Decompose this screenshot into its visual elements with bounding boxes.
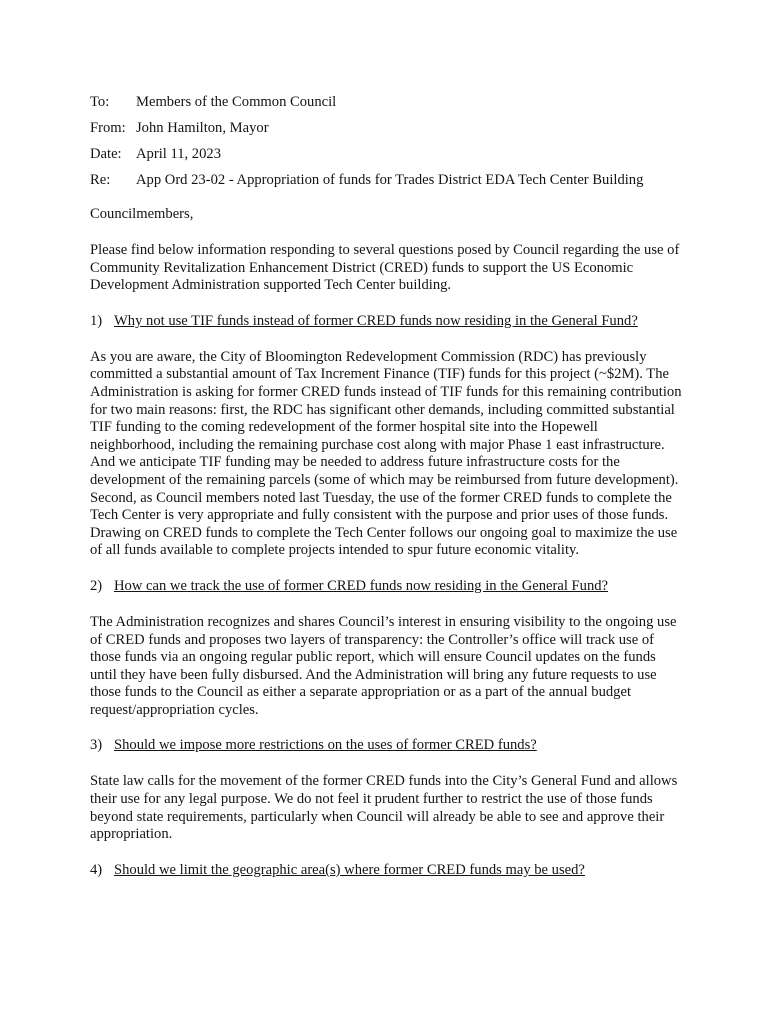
from-label: From: (90, 120, 126, 136)
memo-re-row (90, 170, 690, 196)
from-value: John Hamilton, Mayor (136, 120, 269, 136)
question-text: Should we limit the geographic area(s) where former CRED funds may be used? (114, 861, 585, 878)
re-label: Re: (90, 172, 111, 188)
question-2 (90, 576, 690, 596)
question-1 (90, 311, 690, 331)
question-number: 2) (90, 577, 103, 594)
answer-3: State law calls for the movement of the former CRED funds into the City’s General Fund and allows their use for any legal purpose. We do not feel it prudent further to restrict the use of those funds beyond state requirements, particularly when Council will already be able to see and approve their appropriation. (90, 773, 678, 843)
answer-2: The Administration recognizes and shares Council’s interest in ensuring visibility to the ongoing use of CRED funds and proposes two layers of transparency: the Controller’s office will track use of those funds via an ongoing regular public report, which will ensure Council updates on the funds until they have been fully disbursed. And the Administration will bring any future requests to use those funds to the Council as either a separate appropriation or as a part of the annual budget request/appropriation cycles. (90, 613, 677, 718)
question-text: How can we track the use of former CRED funds now residing in the General Fund? (114, 577, 609, 594)
question-number: 4) (90, 861, 103, 878)
question-3 (90, 735, 690, 755)
question-number: 1) (90, 312, 103, 329)
date-label: Date: (90, 146, 122, 162)
re-value: App Ord 23-02 - Appropriation of funds for Trades District EDA Tech Center Building (136, 172, 644, 188)
question-text: Should we impose more restrictions on the uses of former CRED funds? (114, 737, 537, 754)
date-value: April 11, 2023 (136, 146, 221, 162)
question-number: 3) (90, 737, 103, 754)
question-4 (90, 860, 690, 880)
intro-paragraph: Please find below information responding to several questions posed by Council regarding the use of Community Revitalization Enhancement District (CRED) funds to support the US Economic Development Administration supported Tech Center building. (90, 242, 680, 294)
question-text: Why not use TIF funds instead of former CRED funds now residing in the General Fund? (114, 312, 638, 329)
memo-to-row (90, 92, 690, 118)
answer-1: As you are aware, the City of Bloomington Redevelopment Commission (RDC) has previously committed a substantial amount of Tax Increment Finance (TIF) funds for this project (~$2M). The Administration is asking for former CRED funds instead of TIF funds for this remaining contribution for two main reasons: first, the RDC has significant other demands, including committed substantial TIF funding to the coming redevelopment of the former hospital site into the Hopewell neighborhood, including the remaining purchase cost along with major Phase 1 east infrastructure. And we anticipate TIF funding may be needed to address future infrastructure costs for the development of the remaining parcels (some of which may be reimbursed from future development). Second, as Council members noted last Tuesday, the use of the former CRED funds to complete the Tech Center is very appropriate and fully consistent with the purpose and prior uses of those funds. Drawing on CRED funds to complete the Tech Center follows our ongoing goal to maximize the use of all funds available to complete projects intended to spur future economic vitality. (90, 348, 682, 559)
to-value: Members of the Common Council (136, 94, 337, 110)
salutation: Councilmembers, (90, 206, 194, 222)
to-label: To: (90, 94, 110, 110)
memo-from-row (90, 118, 690, 144)
memo-date-row (90, 144, 690, 170)
memo-page (90, 92, 690, 880)
